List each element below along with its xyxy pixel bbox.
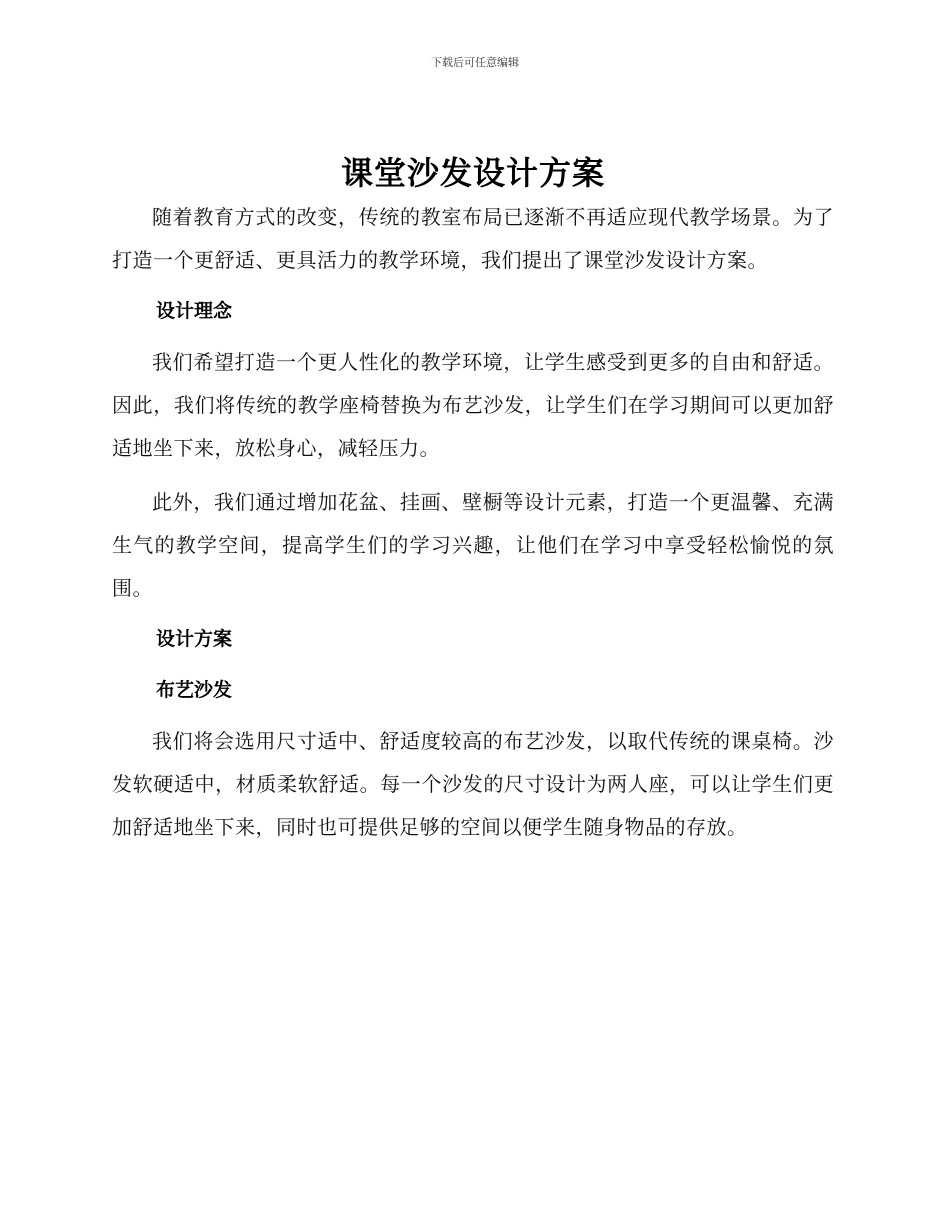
document-title: 课堂沙发设计方案 [340, 154, 605, 192]
design-concept-paragraph-1: 我们希望打造一个更人性化的教学环境，让学生感受到更多的自由和舒适。因此，我们将传统的教学座椅替换为布艺沙发，让学生们在学习期间可以更加舒适地坐下来，放松身心，减轻压力。 [112, 350, 834, 460]
intro-paragraph: 随着教育方式的改变，传统的教室布局已逐渐不再适应现代教学场景。为了打造一个更舒适、更具活力的教学环境，我们提出了课堂沙发设计方案。 [112, 205, 834, 272]
section-heading-fabric-sofa: 布艺沙发 [156, 679, 233, 701]
spacer [112, 610, 834, 618]
design-concept-paragraph-2: 此外，我们通过增加花盆、挂画、壁橱等设计元素，打造一个更温馨、充满生气的教学空间，提高学生们的学习兴趣，让他们在学习中享受轻松愉悦的氛围。 [112, 490, 834, 600]
spacer [112, 282, 834, 290]
section-heading-design-concept: 设计理念 [156, 300, 233, 322]
section-heading-design-plan: 设计方案 [156, 628, 233, 650]
spacer [112, 661, 834, 669]
document-body [112, 150, 834, 849]
spacer [112, 712, 834, 720]
fabric-sofa-paragraph: 我们将会选用尺寸适中、舒适度较高的布艺沙发，以取代传统的课桌椅。沙发软硬适中，材质柔软舒适。每一个沙发的尺寸设计为两人座，可以让学生们更加舒适地坐下来，同时也可提供足够的空间以便学生随身物品的存放。 [112, 729, 834, 839]
spacer [112, 470, 834, 481]
header-note: 下载后可任意编辑 [431, 56, 519, 69]
spacer [112, 333, 834, 341]
